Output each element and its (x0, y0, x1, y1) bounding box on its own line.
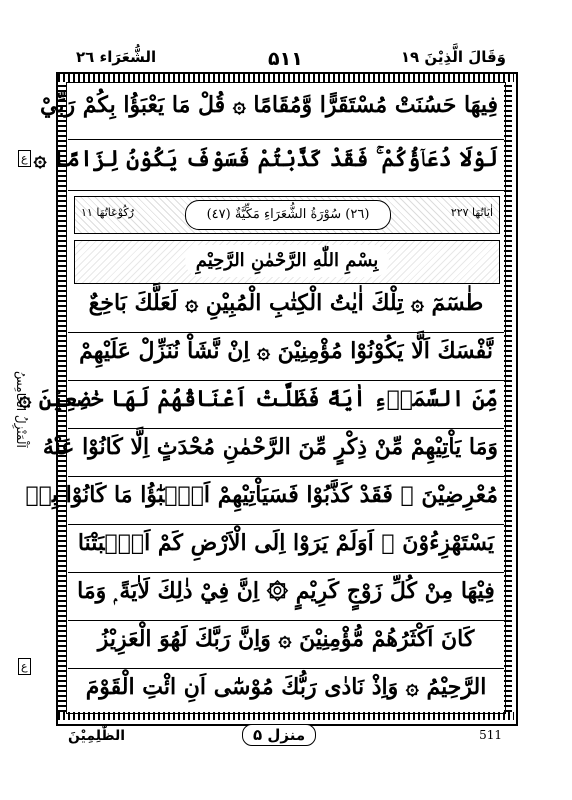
line-divider (68, 139, 504, 140)
verse-line: نَّفْسَكَ اَلَّا يَكُوْنُوْا مُؤْمِنِيْنَ ۞ اِنْ نَّشَاْ نُنَزِّلْ عَلَيْهِمْ (79, 338, 493, 364)
juz-name-header: وَقَالَ الَّذِيْنَ ١٩ (400, 48, 506, 66)
page-number-footer: 511 (479, 728, 502, 742)
line-divider (68, 380, 504, 381)
manzil-badge: منزل ۵ (242, 724, 316, 746)
surah-name-header: الشُّعَرَاء ٢٦ (76, 48, 157, 66)
line-divider (68, 332, 504, 333)
verse-line: فِيهَا حَسُنَتْ مُسْتَقَرًّا وَّمُقَامًا ۞ قُلْ مَا يَعْبَؤُا بِكُمْ رَبِّيْ (40, 92, 498, 118)
line-divider (68, 668, 504, 669)
line-divider (68, 572, 504, 573)
surah-title: (٢٦) سُوْرَةُ الشُّعَرَاءِ مَكِّيَّةٌ (٤٧) (185, 200, 391, 230)
line-divider (68, 190, 504, 191)
verse-line: كَانَ اَكْثَرُهُمْ مُّؤْمِنِيْنَ ۞ وَاِنَّ رَبَّكَ لَهُوَ الْعَزِيْزُ (97, 626, 475, 652)
verse-line: فِيْهَا مِنْ كُلِّ زَوْجٍ كَرِيْمٍ ۞ اِنَّ فِيْ ذٰلِكَ لَاٰيَةً ۭ وَمَا (77, 578, 495, 604)
ayat-count: اٰيَاتُهَا ٢٢٧ (450, 206, 493, 219)
catchword: الظّٰلِمِيْنَ (68, 728, 126, 744)
line-divider (68, 524, 504, 525)
bismillah-panel (74, 240, 500, 284)
surah-banner (74, 196, 500, 234)
border-ornament-top (58, 74, 514, 82)
page-number-header: ۵۱۱ (268, 48, 303, 70)
line-divider (68, 428, 504, 429)
verse-line: طٰسٓمٓ ۞ تِلْكَ اٰيٰتُ الْكِتٰبِ الْمُبِيْنِ ۞ لَعَلَّكَ بَاخِعٌ (88, 290, 484, 316)
verse-line: وَمَا يَاْتِيْهِمْ مِّنْ ذِكْرٍ مِّنَ الرَّحْمٰنِ مُحْدَثٍ اِلَّا كَانُوْا عَنْهُ (42, 434, 498, 460)
verse-line: الرَّحِيْمُ ۞ وَاِذْ نَادٰى رَبُّكَ مُوْسٰٓى اَنِ ائْتِ الْقَوْمَ (85, 674, 487, 700)
bismillah-text: بِسْمِ اللّٰهِ الرَّحْمٰنِ الرَّحِيْمِ (185, 245, 389, 277)
verse-line: يَسْتَهْزِءُوْنَ ۞ اَوَلَمْ يَرَوْا اِلَى الْاَرْضِ كَمْ اَنْۢبَتْنَا (77, 530, 495, 556)
ruku-count: رُكُوْعَاتُهَا ١١ (81, 206, 134, 219)
manzil-margin-note: اَلْمَنْزِلُ الْخَامِسُ (14, 371, 28, 448)
ruku-marker: ع (18, 658, 31, 675)
verse-line: لَوْلَا دُعَاۤؤُكُمْ ۚ فَقَدْ كَذَّبْتُمْ فَسَوْفَ يَكُوْنُ لِزَامًا ۞ (33, 146, 498, 172)
verse-line: مِّنَ السَّمَاۤءِ اٰيَةً فَظَلَّتْ اَعْنَاقُهُمْ لَهَا خٰضِعِيْنَ ۞ (18, 386, 498, 412)
line-divider (68, 620, 504, 621)
ruku-marker: ع (18, 150, 31, 167)
line-divider (68, 476, 504, 477)
verse-line: مُعْرِضِيْنَ ۞ فَقَدْ كَذَّبُوْا فَسَيَاْتِيْهِمْ اَنْۢبٰٓؤُا مَا كَانُوْا بِهٖ (25, 482, 498, 508)
